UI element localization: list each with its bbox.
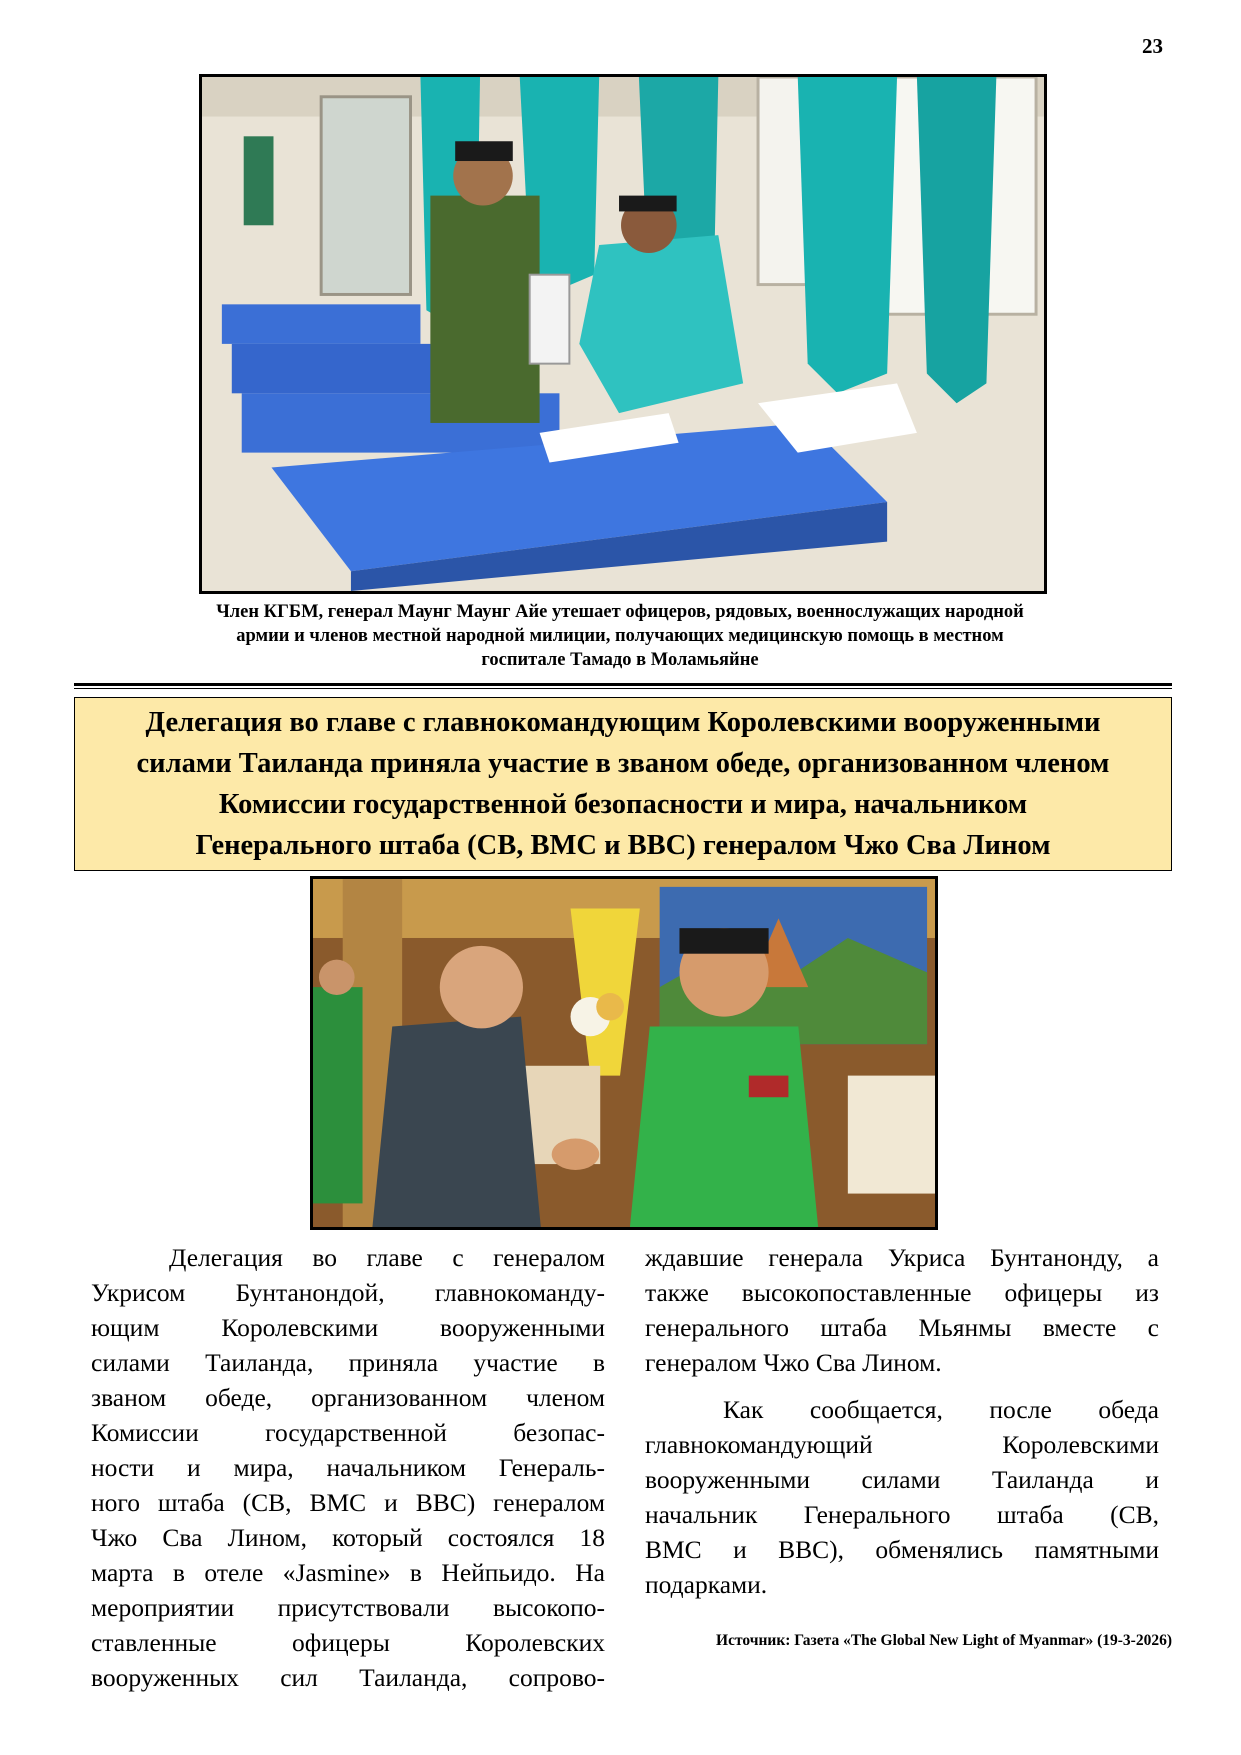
article-line: званом обеде, организованном членом xyxy=(91,1383,605,1412)
article-line: Укрисом Бунтанондой, главнокоманду- xyxy=(91,1278,605,1307)
article-line: ности и мира, начальником Генераль- xyxy=(91,1453,605,1482)
page-number: 23 xyxy=(1142,34,1163,58)
caption-line: Член КГБМ, генерал Маунг Маунг Айе утешает офицеров, рядовых, военнослужащих народной xyxy=(216,602,1024,622)
handshake-illustration xyxy=(313,879,935,1227)
headline-line: Генерального штаба (СВ, ВМС и ВВС) генералом Чжо Сва Лином xyxy=(195,830,1051,861)
article-line: мероприятии присутствовали высокопо- xyxy=(91,1593,605,1622)
hospital-visit-photo xyxy=(199,74,1047,594)
hospital-visit-illustration xyxy=(202,77,1044,591)
article-line: Чжо Сва Лином, который состоялся 18 xyxy=(91,1523,605,1552)
article-line: вооруженными силами Таиланда и xyxy=(645,1465,1159,1494)
article-line: Комиссии государственной безопас- xyxy=(91,1418,605,1447)
caption-line: армии и членов местной народной милиции, получающих медицинскую помощь в местном xyxy=(236,626,1004,646)
article-line: Как сообщается, после обеда xyxy=(723,1395,1159,1424)
article-line: ставленные офицеры Королевских xyxy=(91,1628,605,1657)
article-line: ждавшие генерала Укриса Бунтанонду, а xyxy=(645,1243,1159,1272)
source-credit: Источник: Газета «The Global New Light of Myanmar» (19-3-2026) xyxy=(716,1632,1172,1649)
article-line: генералом Чжо Сва Лином. xyxy=(645,1348,942,1377)
article-line: ющим Королевскими вооруженными xyxy=(91,1313,605,1342)
article-headline xyxy=(74,697,1172,871)
section-divider xyxy=(74,683,1172,686)
headline-line: силами Таиланда приняла участие в званом обеде, организованном членом xyxy=(136,748,1110,779)
article-column-left xyxy=(91,1240,605,1695)
article-line: ВМС и ВВС), обменялись памятными xyxy=(645,1535,1159,1564)
caption-line: госпитале Тамадо в Моламьяйне xyxy=(481,650,759,670)
article-line: вооруженных сил Таиланда, сопрово- xyxy=(91,1663,605,1692)
section-divider-thin xyxy=(74,688,1172,689)
article-line: начальник Генерального штаба (СВ, xyxy=(645,1500,1159,1529)
headline-line: Комиссии государственной безопасности и мира, начальником xyxy=(218,789,1028,820)
article-line: Делегация во главе с генералом xyxy=(169,1243,605,1272)
article-line: также высокопоставленные офицеры из xyxy=(645,1278,1159,1307)
article-line: подарками. xyxy=(645,1570,768,1599)
article-line: силами Таиланда, приняла участие в xyxy=(91,1348,605,1377)
article-line: ного штаба (СВ, ВМС и ВВС) генералом xyxy=(91,1488,605,1517)
photo-caption xyxy=(140,600,1100,672)
article-line: марта в отеле «Jasmine» в Нейпьидо. На xyxy=(91,1558,605,1587)
article-column-right xyxy=(645,1240,1159,1602)
article-line: главнокомандующий Королевскими xyxy=(645,1430,1159,1459)
article-line: генерального штаба Мьянмы вместе с xyxy=(645,1313,1159,1342)
headline-line: Делегация во главе с главнокомандующим Королевскими вооруженными xyxy=(145,707,1101,738)
handshake-photo xyxy=(310,876,938,1230)
